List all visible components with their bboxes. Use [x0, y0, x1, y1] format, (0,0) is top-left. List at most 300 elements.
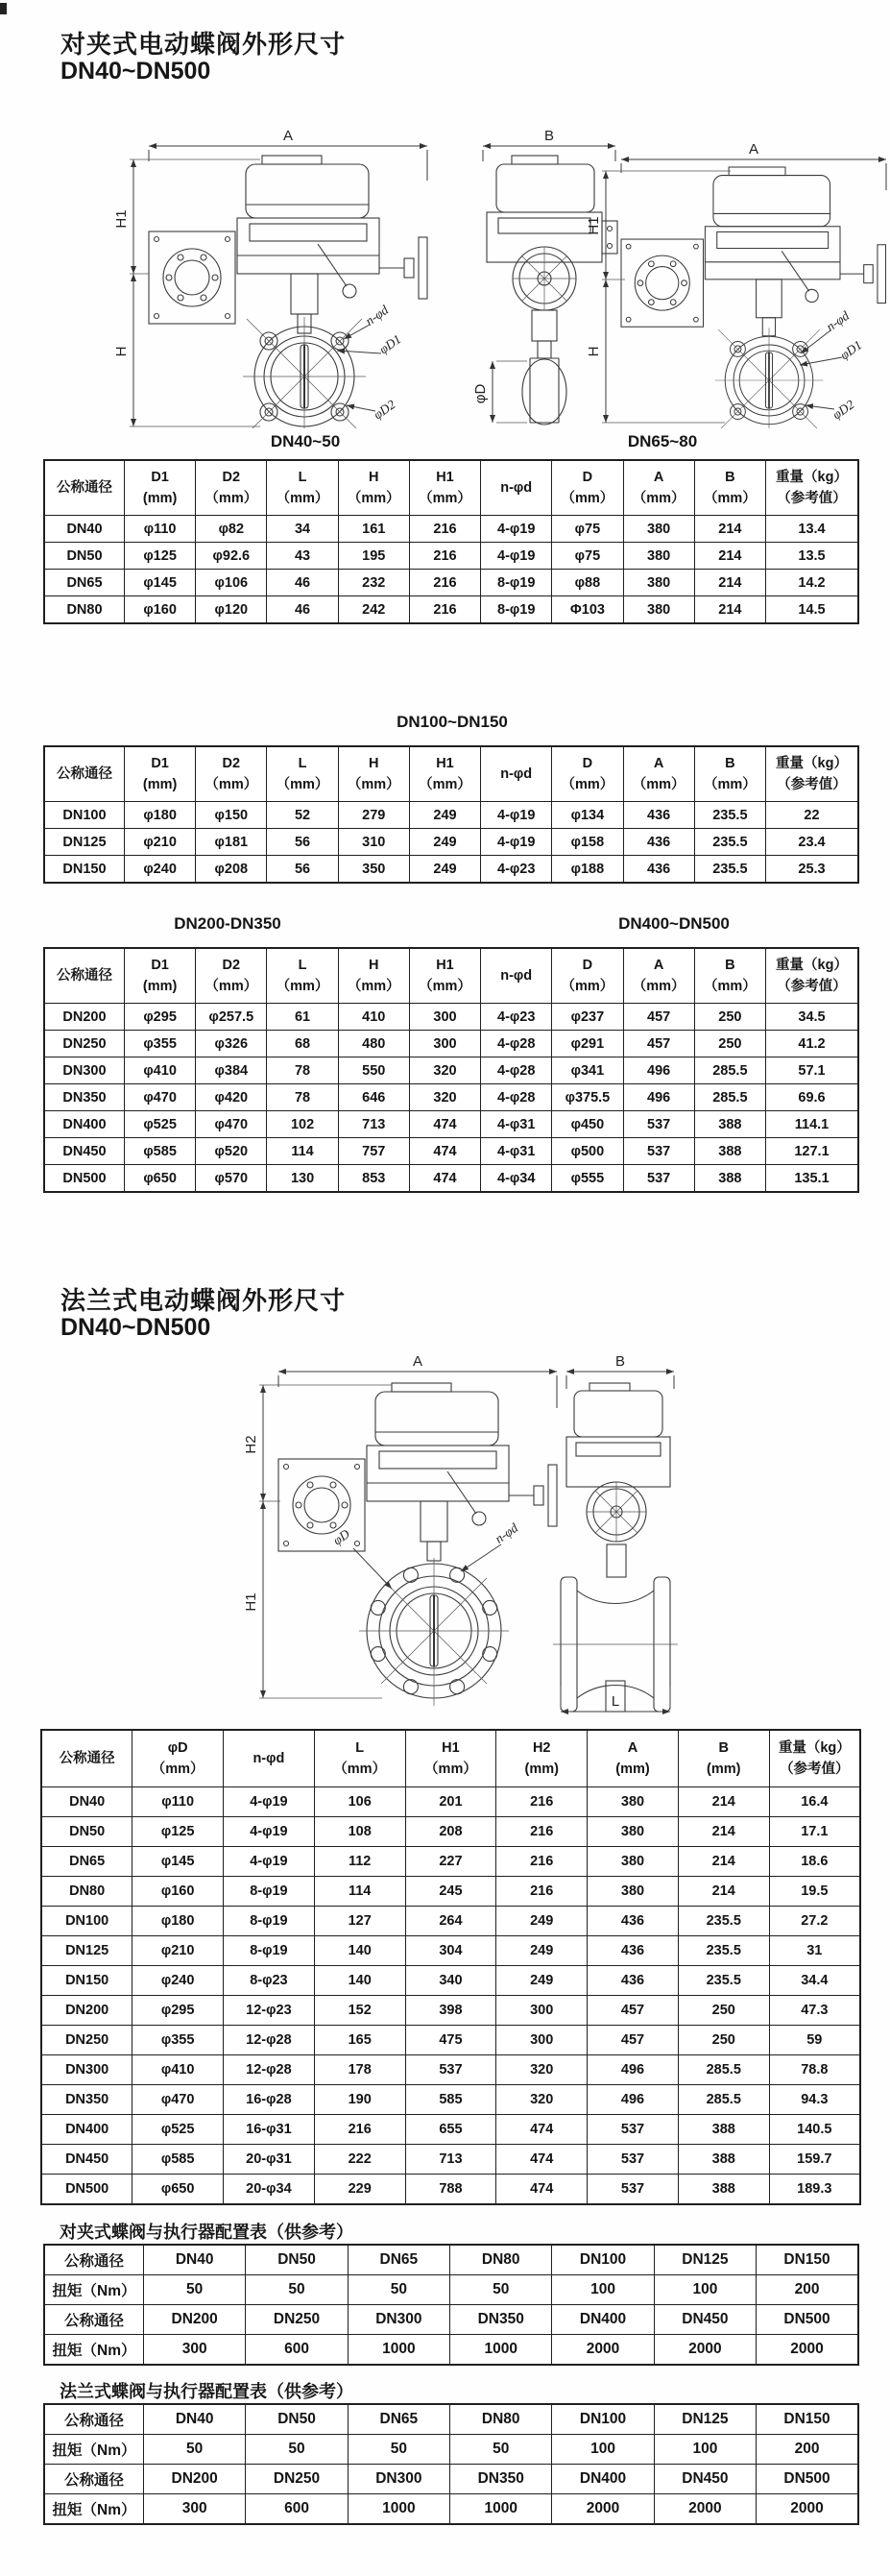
table-row — [41, 2026, 860, 2055]
table-cell: 537 — [623, 1165, 694, 1193]
table-row — [41, 1966, 860, 1996]
row-header: DN40 — [44, 516, 125, 543]
table-cell: DN400 — [552, 2465, 654, 2494]
column-header: D1 (mm) — [125, 746, 196, 802]
flange-side-view — [553, 1354, 678, 1712]
table-cell: 2000 — [654, 2335, 756, 2366]
table-cell: 474 — [496, 2145, 588, 2175]
table-row — [41, 1787, 860, 1817]
column-header: 重量（kg） （参考值） — [766, 948, 859, 1004]
table-cell: 127 — [314, 1907, 405, 1936]
column-header: 公称通径 — [44, 948, 125, 1004]
table-cell: 436 — [588, 1907, 679, 1936]
table-cell: φ120 — [196, 596, 267, 624]
table-cell: 16-φ28 — [224, 2085, 315, 2115]
column-header: H （mm） — [338, 460, 409, 516]
table-cell: 161 — [338, 516, 409, 543]
table-cell: φ295 — [132, 1996, 224, 2026]
table-caption: DN65~80 — [627, 432, 698, 450]
table-cell: 300 — [409, 1004, 480, 1031]
table-row — [44, 2275, 858, 2305]
table-cell: 380 — [623, 516, 694, 543]
row-header: DN100 — [44, 802, 125, 829]
table-cell: 4-φ19 — [481, 829, 552, 856]
table-row — [44, 1138, 858, 1165]
wafer-front-view-large — [586, 141, 886, 428]
flange-front-view — [243, 1354, 557, 1706]
table-cell: 4-φ28 — [481, 1057, 552, 1084]
row-header: 扭矩（Nm） — [44, 2335, 144, 2366]
table-row — [41, 1847, 860, 1877]
column-header: L （mm） — [267, 948, 338, 1004]
column-header: D2 （mm） — [196, 460, 267, 516]
table-cell: φ106 — [196, 570, 267, 596]
table-cell: 229 — [314, 2175, 405, 2205]
table-row — [44, 2245, 858, 2275]
table-cell: 106 — [314, 1787, 405, 1817]
row-header: DN125 — [44, 829, 125, 856]
table-cell: 285.5 — [694, 1084, 765, 1111]
table-cell: φ470 — [196, 1111, 267, 1138]
table-cell: 4-φ31 — [481, 1138, 552, 1165]
table-cell: 285.5 — [694, 1057, 765, 1084]
table-cell: 12-φ23 — [224, 1996, 315, 2026]
table-cell: 16-φ31 — [224, 2115, 315, 2145]
table-cell: Φ103 — [552, 596, 623, 624]
column-header: 公称通径 — [41, 1730, 132, 1787]
table-cell: 195 — [338, 543, 409, 570]
table-cell: 41.2 — [766, 1031, 859, 1057]
table-cell: DN150 — [757, 2245, 858, 2275]
table-cell: 537 — [623, 1111, 694, 1138]
table-cell: 31 — [769, 1936, 860, 1966]
table-cell: 135.1 — [766, 1165, 859, 1193]
table-cell: 340 — [405, 1966, 496, 1996]
column-header: n-φd — [224, 1730, 315, 1787]
table-cell: φ525 — [125, 1111, 196, 1138]
table-cell: 34.4 — [769, 1966, 860, 1996]
table-cell: 2000 — [552, 2335, 654, 2366]
row-header: DN400 — [41, 2115, 132, 2145]
table-cell: 214 — [678, 1817, 769, 1847]
table-cell: 388 — [694, 1138, 765, 1165]
table-cell: φ650 — [125, 1165, 196, 1193]
column-header: 重量（kg） （参考值） — [769, 1730, 860, 1787]
table-cell: 713 — [405, 2145, 496, 2175]
dim-label-h2: H2 — [243, 1435, 259, 1454]
column-header: H1 （mm） — [409, 746, 480, 802]
table-row — [44, 1004, 858, 1031]
table-cell: 140.5 — [769, 2115, 860, 2145]
dim-label-a: A — [748, 141, 759, 158]
table-cell: DN350 — [450, 2465, 552, 2494]
wafer-side-view — [472, 128, 617, 425]
table-row — [41, 2055, 860, 2085]
callout-phi-d: φD — [330, 1526, 352, 1548]
table-cell: 201 — [405, 1787, 496, 1817]
table-cell: 436 — [623, 856, 694, 884]
table-cell: DN125 — [654, 2245, 756, 2275]
column-header: n-φd — [481, 948, 552, 1004]
table-cell: 100 — [654, 2435, 756, 2465]
table-cell: 14.5 — [766, 596, 859, 624]
table-cell: 2000 — [654, 2494, 756, 2525]
table-cell: 250 — [678, 1996, 769, 2026]
table-cell: 214 — [678, 1787, 769, 1817]
callout-phi-d1: φD1 — [376, 331, 404, 357]
table-cell: 216 — [496, 1787, 588, 1817]
table-cell: 537 — [588, 2115, 679, 2145]
table-cell: DN65 — [348, 2404, 449, 2435]
row-header: DN200 — [44, 1004, 125, 1031]
table-cell: φ145 — [125, 570, 196, 596]
table-cell: 78 — [267, 1084, 338, 1111]
table-cell: DN150 — [757, 2404, 858, 2435]
table-cell: 388 — [678, 2145, 769, 2175]
table-cell: 380 — [588, 1847, 679, 1877]
table-row — [41, 1907, 860, 1936]
row-header: DN450 — [41, 2145, 132, 2175]
table-cell: 216 — [409, 570, 480, 596]
table-cell: 474 — [409, 1111, 480, 1138]
table-cell: φ110 — [125, 516, 196, 543]
table-cell: 310 — [338, 829, 409, 856]
table-cell: DN300 — [348, 2305, 449, 2335]
table-cell: 2000 — [552, 2494, 654, 2525]
table-cell: 4-φ19 — [224, 1847, 315, 1877]
table-cell: 300 — [144, 2494, 246, 2525]
table-cell: 34 — [267, 516, 338, 543]
table-cell: 4-φ19 — [224, 1817, 315, 1847]
table-cell: 398 — [405, 1996, 496, 2026]
table-row — [41, 1817, 860, 1847]
table-cell: φ355 — [125, 1031, 196, 1057]
table-cell: 200 — [757, 2435, 858, 2465]
table-cell: 78.8 — [769, 2055, 860, 2085]
table-cell: φ470 — [125, 1084, 196, 1111]
wafer-valve-drawing — [53, 77, 890, 428]
table-cell: 22 — [766, 802, 859, 829]
table-cell: 50 — [144, 2435, 246, 2465]
flange-dims-table — [40, 1729, 861, 2205]
table-cell: 388 — [694, 1165, 765, 1193]
table-cell: 4-φ19 — [481, 802, 552, 829]
table-cell: 537 — [588, 2175, 679, 2205]
table-cell: φ341 — [552, 1057, 623, 1084]
table-cell: 165 — [314, 2026, 405, 2055]
table-cell: 410 — [338, 1004, 409, 1031]
table-cell: 216 — [314, 2115, 405, 2145]
wafer-dims-table-mid — [43, 745, 859, 884]
table-cell: 216 — [409, 596, 480, 624]
table-cell: φ585 — [125, 1138, 196, 1165]
table-cell: 4-φ19 — [224, 1787, 315, 1817]
column-header: D （mm） — [552, 948, 623, 1004]
column-header: B (mm) — [678, 1730, 769, 1787]
table-cell: 436 — [588, 1936, 679, 1966]
table-cell: 189.3 — [769, 2175, 860, 2205]
table-cell: 13.5 — [766, 543, 859, 570]
column-header: H （mm） — [338, 746, 409, 802]
table-row — [41, 2145, 860, 2175]
table-cell: 496 — [623, 1084, 694, 1111]
wafer-dims-table-small — [43, 459, 859, 624]
table-cell: φ134 — [552, 802, 623, 829]
column-header: 公称通径 — [44, 746, 125, 802]
flange-config-table — [43, 2403, 859, 2525]
table-cell: φ188 — [552, 856, 623, 884]
table-cell: 114 — [314, 1877, 405, 1907]
table-cell: 250 — [678, 2026, 769, 2055]
table-cell: 27.2 — [769, 1907, 860, 1936]
column-header: D （mm） — [552, 746, 623, 802]
table-cell: φ158 — [552, 829, 623, 856]
table-cell: φ240 — [132, 1966, 224, 1996]
table-cell: 320 — [409, 1084, 480, 1111]
table-cell: 23.4 — [766, 829, 859, 856]
row-header: DN80 — [41, 1877, 132, 1907]
table-cell: 600 — [246, 2494, 348, 2525]
column-header: L （mm） — [267, 460, 338, 516]
table-cell: DN250 — [246, 2465, 348, 2494]
table-cell: 152 — [314, 1996, 405, 2026]
row-header: DN65 — [44, 570, 125, 596]
row-header: DN65 — [41, 1847, 132, 1877]
table-cell: 216 — [496, 1877, 588, 1907]
table-row — [44, 1057, 858, 1084]
table-row — [44, 802, 858, 829]
table-cell: DN100 — [552, 2245, 654, 2275]
table-cell: 216 — [409, 543, 480, 570]
header-row — [44, 948, 858, 1004]
wafer-section-title: 对夹式电动蝶阀外形尺寸 — [60, 30, 347, 59]
column-header: n-φd — [481, 460, 552, 516]
table-cell: 1000 — [348, 2335, 449, 2366]
table-cell: 249 — [409, 829, 480, 856]
table-cell: 249 — [496, 1966, 588, 1996]
table-cell: 12-φ28 — [224, 2055, 315, 2085]
dim-label-h: H — [586, 346, 602, 357]
table-row — [44, 856, 858, 884]
table-cell: φ500 — [552, 1138, 623, 1165]
table-cell: DN50 — [246, 2404, 348, 2435]
table-cell: 4-φ31 — [481, 1111, 552, 1138]
dim-label-h1: H1 — [113, 209, 130, 229]
table-cell: 249 — [496, 1907, 588, 1936]
table-cell: 4-φ23 — [481, 1004, 552, 1031]
table-cell: 50 — [246, 2275, 348, 2305]
table-cell: 8-φ19 — [224, 1907, 315, 1936]
row-header: DN40 — [41, 1787, 132, 1817]
table-caption: DN100~DN150 — [397, 713, 508, 731]
table-cell: 242 — [338, 596, 409, 624]
column-header: H （mm） — [338, 948, 409, 1004]
table-cell: 474 — [496, 2115, 588, 2145]
table-cell: φ145 — [132, 1847, 224, 1877]
table-cell: 50 — [348, 2435, 449, 2465]
table-cell: 8-φ19 — [224, 1936, 315, 1966]
table-cell: φ410 — [132, 2055, 224, 2085]
table-cell: 200 — [757, 2275, 858, 2305]
table-cell: φ257.5 — [196, 1004, 267, 1031]
table-cell: 474 — [409, 1138, 480, 1165]
row-header: DN50 — [44, 543, 125, 570]
table-cell: φ355 — [132, 2026, 224, 2055]
row-header: 公称通径 — [44, 2404, 144, 2435]
table-cell: 20-φ31 — [224, 2145, 315, 2175]
table-cell: 17.1 — [769, 1817, 860, 1847]
table-cell: 388 — [678, 2115, 769, 2145]
table-cell: φ237 — [552, 1004, 623, 1031]
table-cell: DN65 — [348, 2245, 449, 2275]
table-cell: 496 — [588, 2085, 679, 2115]
table-row — [44, 1084, 858, 1111]
table-cell: 140 — [314, 1936, 405, 1966]
row-header: 公称通径 — [44, 2305, 144, 2335]
column-header: H1 （mm） — [409, 948, 480, 1004]
table-cell: φ450 — [552, 1111, 623, 1138]
dim-label-h1: H1 — [243, 1592, 259, 1612]
header-row — [44, 746, 858, 802]
column-header: n-φd — [481, 746, 552, 802]
column-header: D （mm） — [552, 460, 623, 516]
table-cell: φ75 — [552, 543, 623, 570]
table-row — [41, 1877, 860, 1907]
row-header: DN250 — [41, 2026, 132, 2055]
row-header: DN100 — [41, 1907, 132, 1936]
table-cell: 285.5 — [678, 2085, 769, 2115]
table-cell: 646 — [338, 1084, 409, 1111]
table-cell: 159.7 — [769, 2145, 860, 2175]
table-cell: 300 — [144, 2335, 246, 2366]
wafer-dims-table-large — [43, 947, 859, 1193]
column-header: D2 （mm） — [196, 948, 267, 1004]
column-header: B （mm） — [694, 948, 765, 1004]
table-cell: 130 — [267, 1165, 338, 1193]
table-cell: DN40 — [144, 2404, 246, 2435]
table-cell: 178 — [314, 2055, 405, 2085]
table-cell: φ650 — [132, 2175, 224, 2205]
table-cell: 380 — [588, 1817, 679, 1847]
column-header: 重量（kg） （参考值） — [766, 460, 859, 516]
callout-phi-d1: φD1 — [837, 337, 865, 363]
table-caption: DN400~DN500 — [618, 914, 730, 933]
table-cell: 249 — [409, 856, 480, 884]
table-cell: 208 — [405, 1817, 496, 1847]
table-cell: φ82 — [196, 516, 267, 543]
table-cell: DN450 — [654, 2305, 756, 2335]
table-cell: 4-φ28 — [481, 1084, 552, 1111]
table-row — [44, 570, 858, 596]
table-cell: DN80 — [450, 2245, 552, 2275]
table-cell: 550 — [338, 1057, 409, 1084]
column-header: A （mm） — [623, 460, 694, 516]
table-cell: φ291 — [552, 1031, 623, 1057]
table-cell: 50 — [450, 2435, 552, 2465]
table-cell: 61 — [267, 1004, 338, 1031]
table-cell: 300 — [496, 2026, 588, 2055]
table-cell: 100 — [552, 2435, 654, 2465]
table-cell: 1000 — [450, 2494, 552, 2525]
table-cell: φ160 — [132, 1877, 224, 1907]
table-cell: 475 — [405, 2026, 496, 2055]
dim-label-a: A — [282, 128, 294, 144]
wafer-front-view-small — [113, 128, 427, 428]
row-header: DN350 — [44, 1084, 125, 1111]
table-cell: φ240 — [125, 856, 196, 884]
table-cell: 20-φ34 — [224, 2175, 315, 2205]
table-row — [44, 596, 858, 624]
table-cell: 50 — [246, 2435, 348, 2465]
table-row — [44, 1111, 858, 1138]
table-cell: φ420 — [196, 1084, 267, 1111]
table-cell: 94.3 — [769, 2085, 860, 2115]
table-cell: 222 — [314, 2145, 405, 2175]
table-cell: φ180 — [132, 1907, 224, 1936]
table-cell: 14.2 — [766, 570, 859, 596]
table-row — [44, 2404, 858, 2435]
table-row — [44, 2435, 858, 2465]
column-header: D2 （mm） — [196, 746, 267, 802]
table-cell: 436 — [623, 802, 694, 829]
flange-section-range: DN40~DN500 — [60, 1314, 211, 1341]
table-cell: 304 — [405, 1936, 496, 1966]
table-cell: DN350 — [450, 2305, 552, 2335]
dim-label-l: L — [611, 1693, 620, 1710]
table-cell: 4-φ34 — [481, 1165, 552, 1193]
table-cell: 46 — [267, 570, 338, 596]
dim-label-h1: H1 — [586, 216, 602, 235]
table-cell: DN450 — [654, 2465, 756, 2494]
header-row — [44, 460, 858, 516]
table-cell: φ150 — [196, 802, 267, 829]
table-cell: 2000 — [757, 2335, 858, 2366]
table-cell: φ295 — [125, 1004, 196, 1031]
table-cell: 47.3 — [769, 1996, 860, 2026]
table-cell: φ384 — [196, 1057, 267, 1084]
table-cell: 214 — [694, 570, 765, 596]
table-cell: 235.5 — [678, 1907, 769, 1936]
table-cell: 235.5 — [678, 1966, 769, 1996]
table-cell: 496 — [588, 2055, 679, 2085]
table-cell: 114 — [267, 1138, 338, 1165]
table-cell: 474 — [409, 1165, 480, 1193]
table-cell: 300 — [409, 1031, 480, 1057]
table-cell: φ555 — [552, 1165, 623, 1193]
table-cell: 600 — [246, 2335, 348, 2366]
row-header: 扭矩（Nm） — [44, 2275, 144, 2305]
flange-config-title: 法兰式蝶阀与执行器配置表（供参考） — [60, 2382, 353, 2401]
table-cell: φ180 — [125, 802, 196, 829]
table-cell: φ181 — [196, 829, 267, 856]
row-header: DN450 — [44, 1138, 125, 1165]
table-row — [41, 2115, 860, 2145]
table-cell: 12-φ28 — [224, 2026, 315, 2055]
table-cell: DN200 — [144, 2465, 246, 2494]
table-row — [41, 1996, 860, 2026]
table-cell: 1000 — [348, 2494, 449, 2525]
table-row — [41, 1936, 860, 1966]
table-cell: 300 — [496, 1996, 588, 2026]
table-cell: DN300 — [348, 2465, 449, 2494]
table-cell: DN250 — [246, 2305, 348, 2335]
table-cell: 380 — [623, 596, 694, 624]
table-cell: 214 — [694, 543, 765, 570]
column-header: L （mm） — [314, 1730, 405, 1787]
table-cell: DN125 — [654, 2404, 756, 2435]
table-cell: DN500 — [757, 2465, 858, 2494]
table-cell: φ525 — [132, 2115, 224, 2145]
